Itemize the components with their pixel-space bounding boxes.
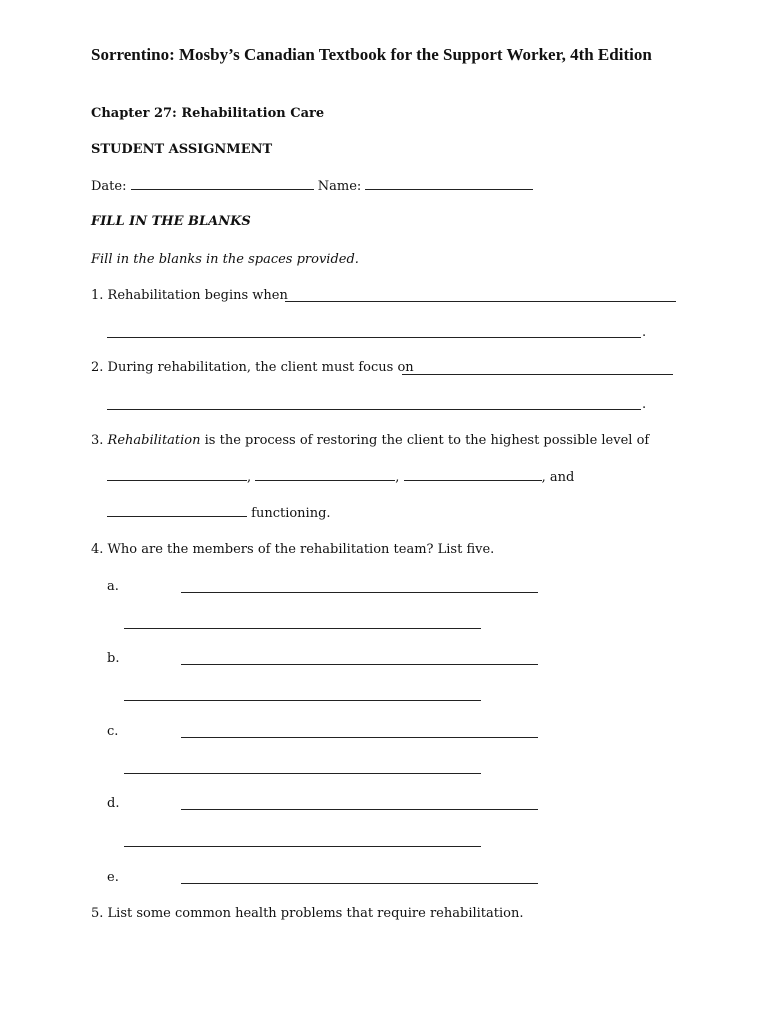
question-3-term: Rehabilitation bbox=[107, 433, 201, 448]
question-3-blank-4[interactable] bbox=[107, 504, 247, 517]
question-4-item-c-blank-1[interactable] bbox=[181, 737, 538, 738]
question-3-sep-1: , bbox=[247, 470, 252, 485]
question-4-item-b-blank-2[interactable] bbox=[124, 700, 481, 701]
question-3-sep-3: , and bbox=[541, 470, 575, 485]
question-3-sep-2: , bbox=[395, 470, 400, 485]
date-blank[interactable] bbox=[131, 177, 314, 190]
question-4-item-d-label: d. bbox=[107, 796, 120, 811]
question-4-item-b-blank-1[interactable] bbox=[181, 664, 538, 665]
question-2 bbox=[91, 359, 414, 377]
question-3-blank-1[interactable] bbox=[107, 468, 247, 481]
question-1-blank-2[interactable] bbox=[107, 337, 641, 338]
document-title: Sorrentino: Mosby’s Canadian Textbook for the Support Worker, 4th Edition bbox=[91, 45, 652, 64]
question-3-blank-2[interactable] bbox=[255, 468, 395, 481]
question-4-item-a-blank-2[interactable] bbox=[124, 628, 481, 629]
question-1-text: 1. Rehabilitation begins when bbox=[91, 288, 288, 303]
question-3-end: functioning. bbox=[247, 506, 331, 521]
question-4-item-a-blank-1[interactable] bbox=[181, 592, 538, 593]
question-4-item-e-label: e. bbox=[107, 870, 119, 885]
date-label: Date: bbox=[91, 179, 127, 194]
question-4-item-e-blank-1[interactable] bbox=[181, 883, 538, 884]
question-3-number: 3. bbox=[91, 433, 104, 448]
question-1 bbox=[91, 287, 288, 305]
question-3-blank-3[interactable] bbox=[404, 468, 542, 481]
question-3-final-row bbox=[107, 504, 331, 523]
question-4-item-b-label: b. bbox=[107, 651, 120, 666]
question-3 bbox=[91, 432, 649, 450]
question-4: 4. Who are the members of the rehabilitation team? List five. bbox=[91, 542, 495, 557]
question-3-text: is the process of restoring the client to the highest possible level of bbox=[200, 433, 650, 448]
chapter-heading: Chapter 27: Rehabilitation Care bbox=[91, 106, 325, 121]
question-4-item-a-label: a. bbox=[107, 579, 119, 594]
instructions: Fill in the blanks in the spaces provided. bbox=[91, 252, 359, 267]
name-label: Name: bbox=[317, 179, 362, 194]
question-4-item-d-blank-1[interactable] bbox=[181, 809, 538, 810]
question-4-item-c-blank-2[interactable] bbox=[124, 773, 481, 774]
date-name-row bbox=[91, 177, 533, 196]
question-3-blanks-row bbox=[107, 468, 574, 487]
question-4-item-d-blank-2[interactable] bbox=[124, 846, 481, 847]
question-2-blank-1[interactable] bbox=[402, 374, 673, 375]
question-4-item-c-label: c. bbox=[107, 724, 119, 739]
question-2-period: . bbox=[642, 397, 647, 412]
question-1-period: . bbox=[642, 325, 647, 340]
section-heading: FILL IN THE BLANKS bbox=[91, 214, 251, 229]
question-2-text: 2. During rehabilitation, the client must focus on bbox=[91, 360, 414, 375]
question-2-blank-2[interactable] bbox=[107, 409, 641, 410]
name-blank[interactable] bbox=[365, 177, 533, 190]
question-5: 5. List some common health problems that require rehabilitation. bbox=[91, 906, 524, 921]
question-1-blank-1[interactable] bbox=[285, 301, 676, 302]
assignment-heading: STUDENT ASSIGNMENT bbox=[91, 142, 273, 157]
